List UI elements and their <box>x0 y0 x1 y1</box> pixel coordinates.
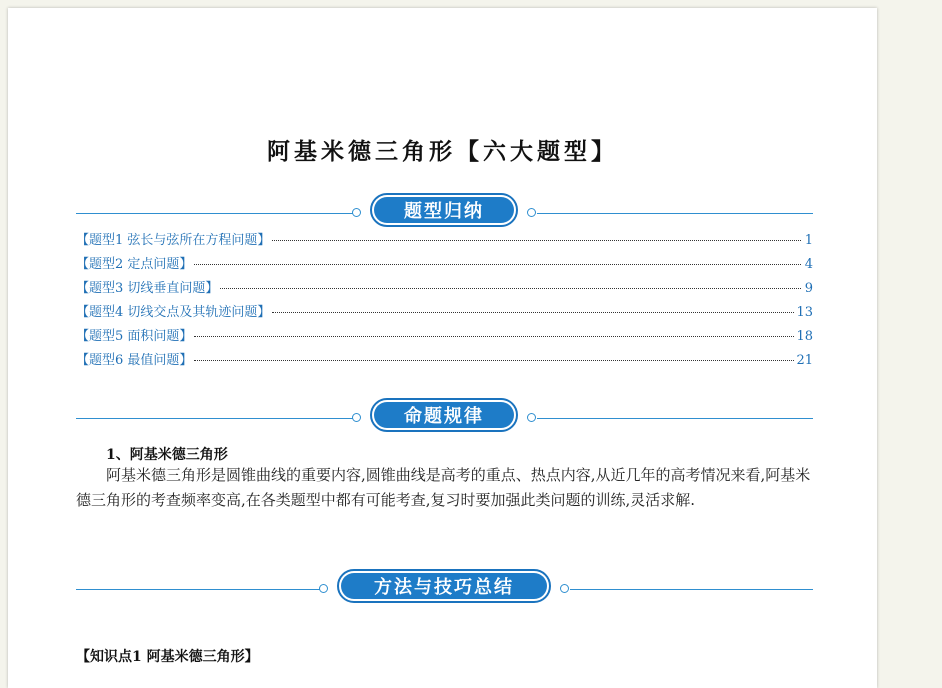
section-pill <box>370 398 518 432</box>
section-pill <box>370 193 518 227</box>
divider-right <box>537 418 813 419</box>
section-header-toc <box>76 193 813 233</box>
toc-entry-label: 【题型1 弦长与弦所在方程问题】 <box>76 233 271 248</box>
document-page <box>8 8 877 688</box>
toc-entry[interactable] <box>76 229 813 253</box>
toc-entry[interactable] <box>76 325 813 349</box>
table-of-contents <box>76 229 813 373</box>
section-header-rules <box>76 398 813 438</box>
rules-paragraph: 阿基米德三角形是圆锥曲线的重要内容,圆锥曲线是高考的重点、热点内容,从近几年的高考情况来看,阿基米德三角形的考查频率变高,在各类题型中都有可能考查,复习时要加强此类问题的训练,灵活求解. <box>76 466 811 509</box>
section-title: 题型归纳 <box>374 197 514 223</box>
divider-right <box>537 213 813 214</box>
divider-dot-icon <box>527 208 536 217</box>
toc-entry[interactable] <box>76 301 813 325</box>
divider-dot-icon <box>352 208 361 217</box>
toc-leader-dots <box>272 312 794 313</box>
toc-entry-page: 9 <box>804 281 813 296</box>
toc-entry-label: 【题型5 面积问题】 <box>76 329 193 344</box>
knowledge-point-heading: 【知识点1 阿基米德三角形】 <box>76 649 259 665</box>
toc-leader-dots <box>194 264 801 265</box>
toc-entry-label: 【题型4 切线交点及其轨迹问题】 <box>76 305 271 320</box>
toc-entry-label: 【题型6 最值问题】 <box>76 353 193 368</box>
rules-heading: 1、阿基米德三角形 <box>106 447 228 463</box>
divider-left <box>76 589 320 590</box>
toc-leader-dots <box>272 240 801 241</box>
divider-right <box>570 589 813 590</box>
section-header-methods <box>76 569 813 609</box>
section-title: 方法与技巧总结 <box>341 573 547 599</box>
toc-entry[interactable] <box>76 349 813 373</box>
toc-entry[interactable] <box>76 277 813 301</box>
section-title: 命题规律 <box>374 402 514 428</box>
toc-entry-page: 18 <box>796 329 813 344</box>
divider-dot-icon <box>527 413 536 422</box>
document-title: 阿基米德三角形【六大题型】 <box>267 138 618 165</box>
divider-dot-icon <box>319 584 328 593</box>
toc-entry-page: 13 <box>796 305 813 320</box>
section-pill <box>337 569 551 603</box>
toc-entry-label: 【题型3 切线垂直问题】 <box>76 281 219 296</box>
divider-dot-icon <box>560 584 569 593</box>
toc-entry-page: 21 <box>796 353 813 368</box>
divider-left <box>76 213 353 214</box>
divider-left <box>76 418 353 419</box>
divider-dot-icon <box>352 413 361 422</box>
toc-leader-dots <box>194 336 794 337</box>
toc-leader-dots <box>220 288 801 289</box>
toc-leader-dots <box>194 360 794 361</box>
toc-entry-page: 1 <box>804 233 813 248</box>
toc-entry[interactable] <box>76 253 813 277</box>
toc-entry-page: 4 <box>804 257 813 272</box>
toc-entry-label: 【题型2 定点问题】 <box>76 257 193 272</box>
